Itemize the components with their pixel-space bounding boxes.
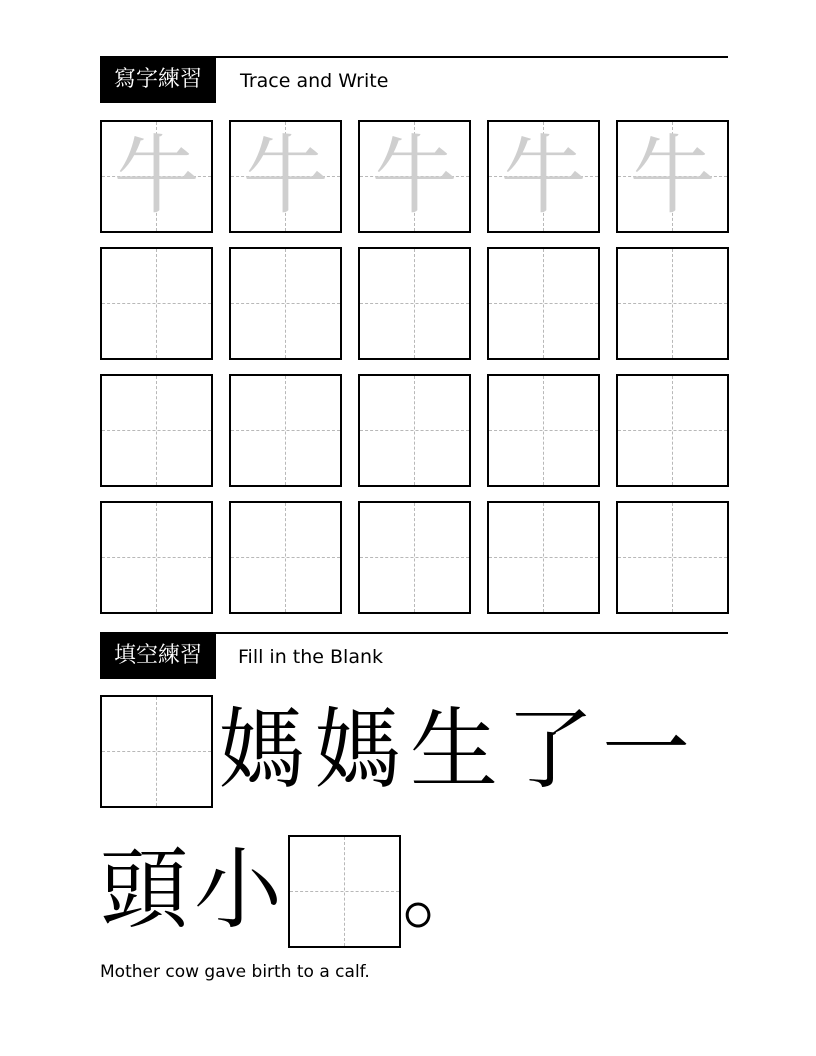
sentence-period: 。 — [401, 838, 490, 941]
guide-line-horizontal — [102, 430, 211, 431]
guide-line-horizontal — [360, 430, 469, 431]
practice-box[interactable] — [616, 501, 729, 614]
practice-box[interactable] — [487, 374, 600, 487]
fill-section-title-cn: 填空練習 — [100, 633, 216, 679]
guide-line-horizontal — [290, 891, 399, 892]
practice-box[interactable] — [229, 501, 342, 614]
practice-box[interactable] — [358, 374, 471, 487]
trace-box[interactable] — [616, 120, 729, 233]
sentence-char: 了 — [505, 698, 594, 801]
sentence-char: 生 — [409, 698, 498, 801]
sentence-char: 頭 — [99, 838, 188, 941]
guide-line-horizontal — [360, 303, 469, 304]
trace-section-title-en: Trace and Write — [240, 70, 389, 92]
guide-line-horizontal — [231, 430, 340, 431]
fill-section-title-en: Fill in the Blank — [238, 646, 384, 668]
trace-character: 牛 — [113, 126, 200, 226]
guide-line-horizontal — [102, 303, 211, 304]
sentence-char: 媽 — [217, 698, 306, 801]
practice-box[interactable] — [358, 501, 471, 614]
trace-character: 牛 — [371, 126, 458, 226]
trace-box[interactable] — [100, 120, 213, 233]
fill-section-header — [100, 632, 728, 678]
practice-box[interactable] — [229, 374, 342, 487]
sentence-char: 小 — [193, 838, 282, 941]
trace-box[interactable] — [229, 120, 342, 233]
practice-box[interactable] — [100, 501, 213, 614]
guide-line-horizontal — [360, 557, 469, 558]
trace-box[interactable] — [487, 120, 600, 233]
practice-box[interactable] — [100, 247, 213, 360]
blank-box-2[interactable] — [288, 835, 401, 948]
guide-line-horizontal — [618, 557, 727, 558]
trace-section-title-cn: 寫字練習 — [100, 57, 216, 103]
blank-box-1[interactable] — [100, 695, 213, 808]
trace-section-header — [100, 56, 728, 102]
practice-box[interactable] — [487, 247, 600, 360]
practice-box[interactable] — [229, 247, 342, 360]
guide-line-horizontal — [231, 303, 340, 304]
practice-box[interactable] — [487, 501, 600, 614]
guide-line-horizontal — [618, 303, 727, 304]
guide-line-horizontal — [618, 430, 727, 431]
guide-line-horizontal — [489, 303, 598, 304]
guide-line-horizontal — [102, 557, 211, 558]
guide-line-horizontal — [489, 430, 598, 431]
guide-line-horizontal — [231, 557, 340, 558]
trace-box[interactable] — [358, 120, 471, 233]
sentence-char: 一 — [601, 698, 690, 801]
trace-character: 牛 — [629, 126, 716, 226]
sentence-char: 媽 — [313, 698, 402, 801]
trace-character: 牛 — [500, 126, 587, 226]
translation-text: Mother cow gave birth to a calf. — [100, 962, 370, 982]
practice-box[interactable] — [100, 374, 213, 487]
practice-box[interactable] — [358, 247, 471, 360]
trace-character: 牛 — [242, 126, 329, 226]
practice-box[interactable] — [616, 247, 729, 360]
practice-box[interactable] — [616, 374, 729, 487]
guide-line-horizontal — [102, 751, 211, 752]
guide-line-horizontal — [489, 557, 598, 558]
